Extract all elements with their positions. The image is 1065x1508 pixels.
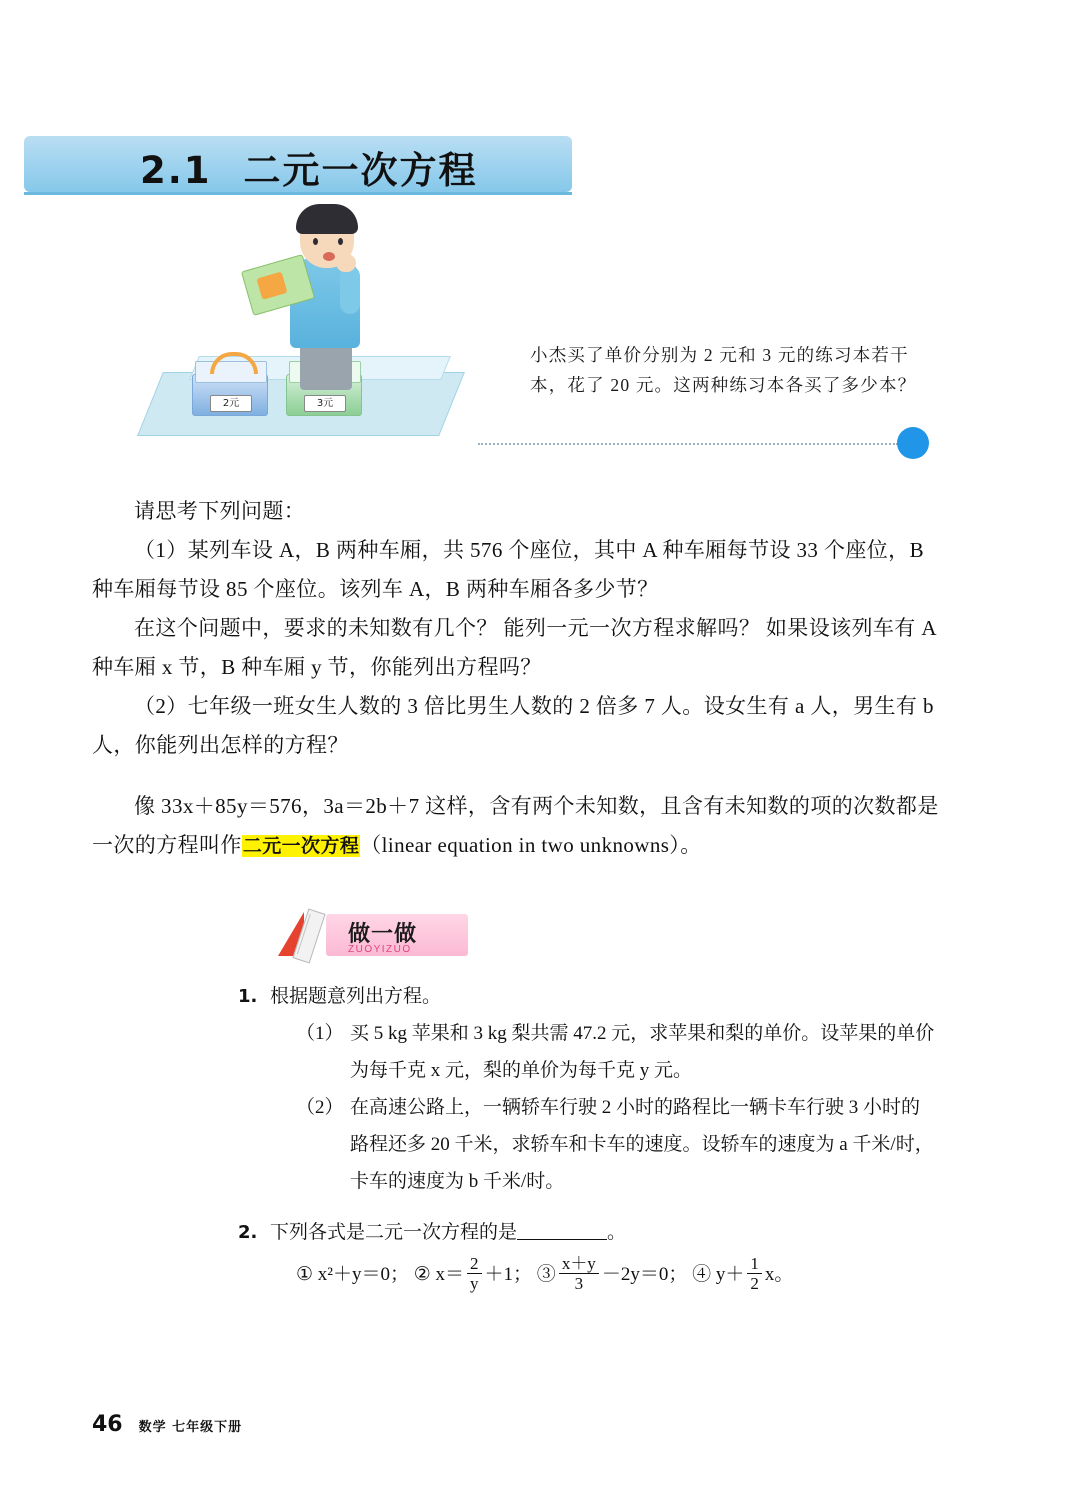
page-number: 46: [92, 1412, 123, 1437]
paragraph-gap: [92, 765, 940, 787]
page-title: [140, 140, 478, 194]
definition-paragraph: [92, 787, 940, 866]
boy-hair: [296, 204, 358, 234]
boy-arm-right: [340, 266, 360, 314]
formula-item-2-fraction: [467, 1254, 482, 1294]
section-title: 二元一次方程: [243, 149, 478, 192]
boy-eye-left: [313, 238, 318, 245]
book-stack-left: [192, 374, 268, 416]
activity-pinyin: ZUOYIZUO: [348, 944, 412, 955]
price-tag-right: 3元: [304, 395, 346, 412]
formula-item-3-pre: ③: [536, 1264, 556, 1285]
ruler-triangle-icon: [274, 908, 338, 960]
book-cover-left: [195, 361, 267, 383]
activity-banner: [268, 908, 468, 960]
activity-label: 做一做: [348, 922, 418, 947]
exercise-2-text-after: 。: [607, 1222, 627, 1243]
footer-subject: 数学 七年级下册: [138, 1420, 243, 1435]
exercise-1-sub-2-text: 在高速公路上，一辆轿车行驶 2 小时的路程比一辆卡车行驶 3 小时的路程还多 20 千米，求轿车和卡车的速度。设轿车的速度为 a 千米/时，卡车的速度为 b 千米/时。: [350, 1097, 934, 1192]
boy-eye-right: [338, 238, 343, 245]
exercise-1-sub-1-number: （1）: [296, 1023, 344, 1044]
formula-item-3-denominator: 3: [574, 1274, 584, 1294]
formula-item-1: ① x²＋y＝0；: [296, 1264, 409, 1285]
answer-blank[interactable]: [517, 1239, 607, 1240]
exercise-2-formula-row: [296, 1251, 938, 1299]
exercise-1-sub-2-number: （2）: [296, 1097, 344, 1118]
definition-term: 二元一次方程: [242, 835, 360, 857]
exercise-1-sub-1-text: 买 5 kg 苹果和 3 kg 梨共需 47.2 元，求苹果和梨的单价。设苹果的单价为每千克 x 元，梨的单价为每千克 y 元。: [350, 1023, 935, 1081]
exercise-1-number: 1.: [238, 986, 258, 1007]
formula-item-2-pre: ② x＝: [413, 1264, 465, 1285]
formula-item-4-post: x。: [764, 1264, 794, 1285]
formula-item-2-numerator: 2: [467, 1254, 482, 1275]
formula-item-4-denominator: 2: [750, 1274, 759, 1294]
formula-item-4-fraction: [747, 1254, 762, 1294]
definition-pre: 像 33x＋85y＝576，3a＝2b＋7 这样，含有两个未知数，且含有未知数的项的次数都是一次的方程叫作: [92, 794, 939, 857]
prompt-line: 请思考下列问题：: [134, 499, 306, 523]
body-text-block: [92, 492, 940, 866]
exercise-2-number: 2.: [238, 1222, 258, 1243]
question-1-followup: 在这个问题中，要求的未知数有几个？ 能列一元一次方程求解吗？ 如果设该列车有 A 种车厢 x 节，B 种车厢 y 节，你能列出方程吗？: [92, 616, 936, 679]
exercise-1-sub-1: [296, 1015, 938, 1089]
question-2: （2）七年级一班女生人数的 3 倍比男生人数的 2 倍多 7 人。设女生有 a 人，男生有 b 人，你能列出怎样的方程？: [92, 694, 934, 757]
formula-item-2-post: ＋1；: [484, 1264, 533, 1285]
section-number: 2.1: [140, 149, 212, 192]
boy-mouth: [323, 252, 335, 261]
chapter-illustration: [150, 196, 470, 446]
question-1: （1）某列车设 A，B 两种车厢，共 576 个座位，其中 A 种车厢每节设 33 个座位，B 种车厢每节设 85 个座位。该列车 A，B 两种车厢各多少节？: [92, 538, 924, 601]
exercise-1-text: 根据题意列出方程。: [270, 986, 442, 1007]
boy-legs: [300, 344, 352, 390]
blue-dot-decoration: [897, 427, 929, 459]
exercise-2: [238, 1214, 938, 1299]
exercise-list: [238, 978, 938, 1303]
formula-item-3-numerator: x＋y: [559, 1254, 599, 1275]
notebook-card-inner: [256, 272, 287, 300]
dotted-divider: [478, 443, 898, 445]
formula-item-4-pre: ④ y＋: [692, 1264, 745, 1285]
exercise-1: [238, 978, 938, 1200]
formula-item-4-numerator: 1: [747, 1254, 762, 1275]
definition-post: （linear equation in two unknowns）。: [360, 833, 702, 857]
formula-item-3-post: －2y＝0；: [601, 1264, 688, 1285]
exercise-1-sub-2: [296, 1089, 938, 1200]
lead-in-question: 小杰买了单价分别为 2 元和 3 元的练习本若干本，花了 20 元。这两种练习本各买了多少本？: [530, 345, 917, 395]
formula-item-2-denominator: y: [470, 1274, 479, 1294]
price-tag-left: 2元: [210, 395, 252, 412]
page-footer: [92, 1412, 242, 1437]
exercise-2-text-before: 下列各式是二元一次方程的是: [270, 1222, 518, 1243]
formula-item-3-fraction: [559, 1254, 599, 1294]
